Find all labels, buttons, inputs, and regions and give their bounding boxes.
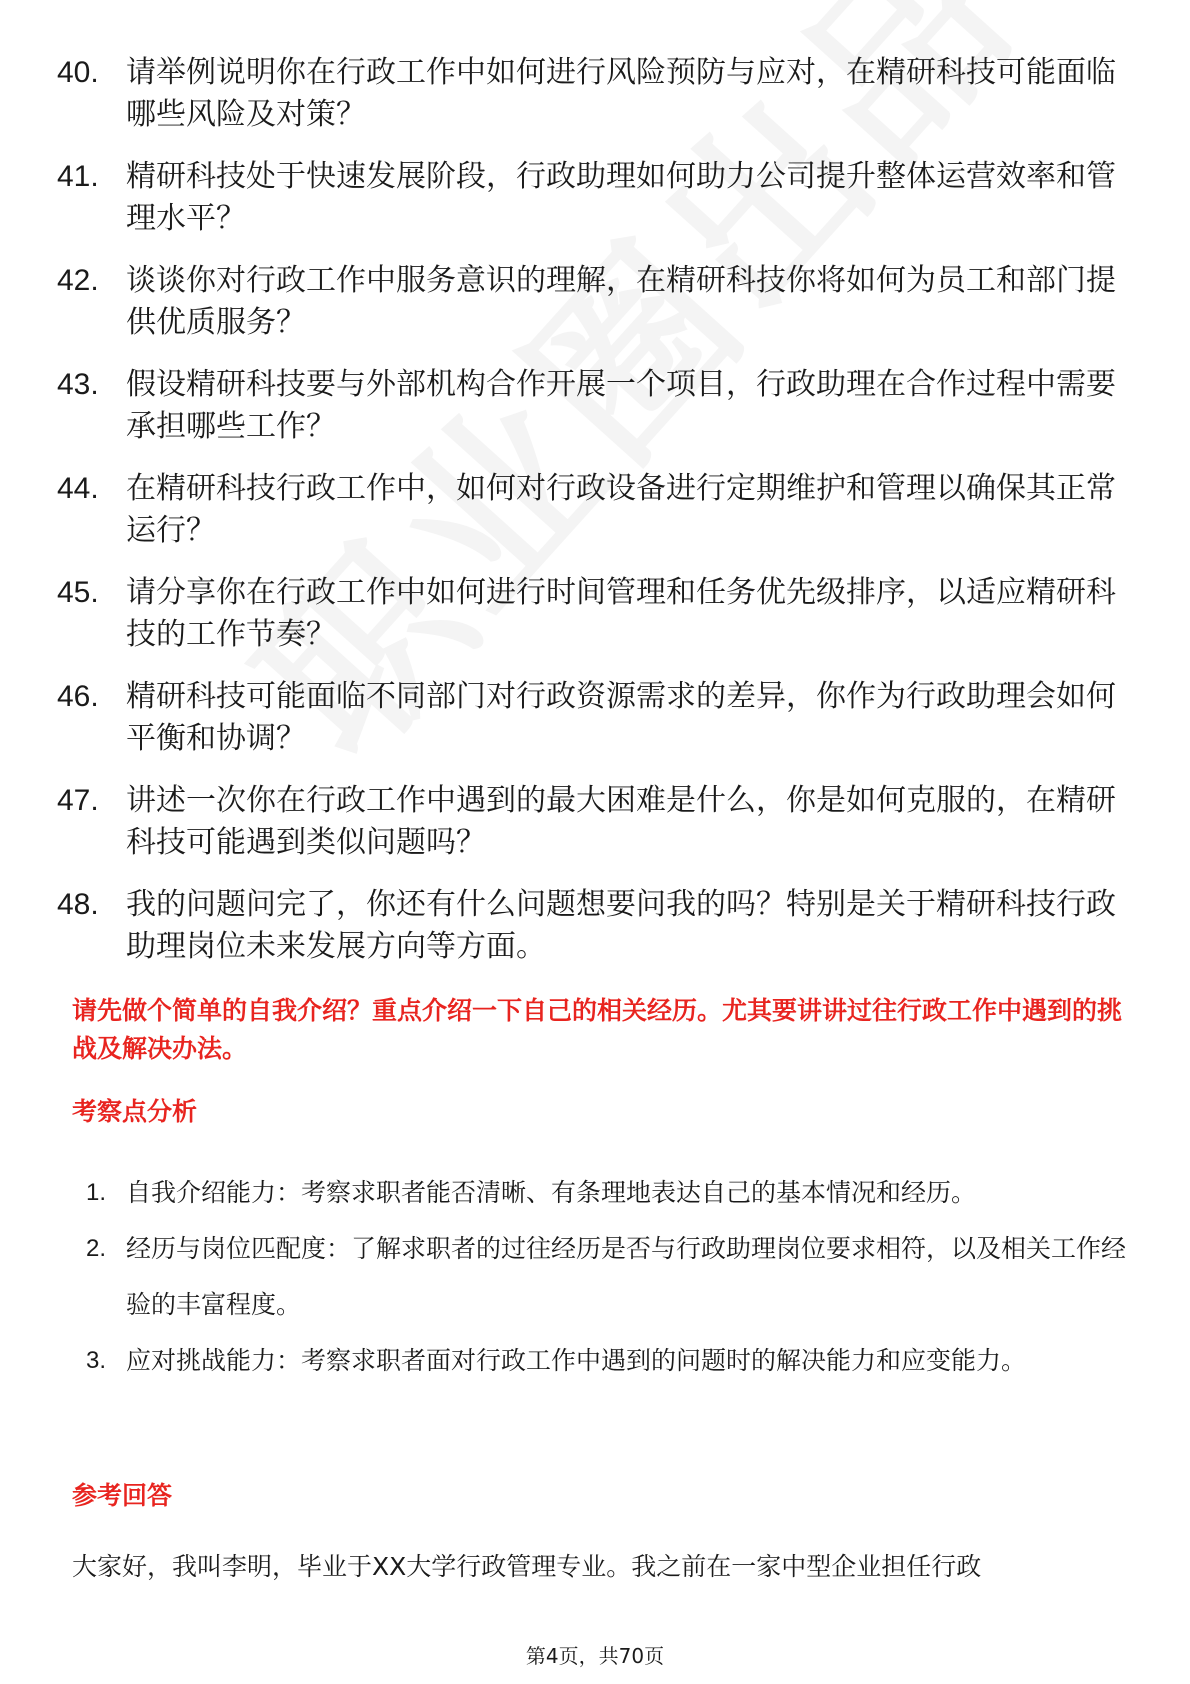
list-item — [0, 780, 1190, 864]
question-list — [0, 52, 1190, 988]
list-item-text: 谈谈你对行政工作中服务意识的理解，在精研科技你将如何为员工和部门提供优质服务？ — [126, 263, 1116, 340]
analysis-list — [0, 1165, 1190, 1389]
list-item-text: 假设精研科技要与外部机构合作开展一个项目，行政助理在合作过程中需要承担哪些工作？ — [126, 367, 1116, 444]
answer-title: 参考回答 — [72, 1481, 173, 1510]
list-item — [0, 572, 1190, 656]
list-item — [0, 156, 1190, 240]
list-item-text: 讲述一次你在行政工作中遇到的最大困难是什么，你是如何克服的，在精研科技可能遇到类似问题吗？ — [126, 783, 1116, 860]
list-item-text: 在精研科技行政工作中，如何对行政设备进行定期维护和管理以确保其正常运行？ — [126, 471, 1116, 548]
list-item-number: 3. — [86, 1347, 107, 1374]
list-item-number: 45. — [57, 576, 99, 609]
list-item-number: 43. — [57, 368, 99, 401]
list-item-text: 精研科技可能面临不同部门对行政资源需求的差异，你作为行政助理会如何平衡和协调？ — [126, 679, 1116, 756]
list-item-text: 请分享你在行政工作中如何进行时间管理和任务优先级排序，以适应精研科技的工作节奏？ — [126, 575, 1116, 652]
list-item-number: 40. — [57, 56, 99, 89]
list-item-text: 自我介绍能力：考察求职者能否清晰、有条理地表达自己的基本情况和经历。 — [126, 1178, 977, 1207]
list-item — [0, 676, 1190, 760]
list-item — [0, 364, 1190, 448]
list-item — [0, 1165, 1190, 1221]
answer-paragraph: 大家好，我叫李明，毕业于XX大学行政管理专业。我之前在一家中型企业担任行政 — [72, 1552, 982, 1581]
list-item — [0, 468, 1190, 552]
list-item-number: 42. — [57, 264, 99, 297]
list-item-text: 请举例说明你在行政工作中如何进行风险预防与应对，在精研科技可能面临哪些风险及对策？ — [126, 55, 1116, 132]
list-item-number: 46. — [57, 680, 99, 713]
list-item-number: 2. — [86, 1235, 107, 1262]
list-item-number: 47. — [57, 784, 99, 817]
list-item — [0, 884, 1190, 968]
list-item — [0, 260, 1190, 344]
list-item-text: 应对挑战能力：考察求职者面对行政工作中遇到的问题时的解决能力和应变能力。 — [126, 1346, 1027, 1375]
list-item-number: 44. — [57, 472, 99, 505]
featured-question: 请先做个简单的自我介绍？重点介绍一下自己的相关经历。尤其要讲讲过往行政工作中遇到的挑战及解决办法。 — [72, 996, 1123, 1063]
list-item — [0, 1333, 1190, 1389]
page-footer: 第4页，共70页 — [525, 1644, 665, 1668]
list-item — [0, 1221, 1190, 1333]
list-item-number: 48. — [57, 888, 99, 921]
list-item — [0, 52, 1190, 136]
list-item-number: 41. — [57, 160, 99, 193]
analysis-title: 考察点分析 — [72, 1097, 198, 1126]
list-item-text: 精研科技处于快速发展阶段，行政助理如何助力公司提升整体运营效率和管理水平？ — [126, 159, 1116, 236]
list-item-number: 1. — [86, 1179, 107, 1206]
list-item-text: 经历与岗位匹配度：了解求职者的过往经历是否与行政助理岗位要求相符，以及相关工作经验的丰富程度。 — [126, 1234, 1127, 1319]
list-item-text: 我的问题问完了，你还有什么问题想要问我的吗？特别是关于精研科技行政助理岗位未来发展方向等方面。 — [126, 887, 1116, 964]
